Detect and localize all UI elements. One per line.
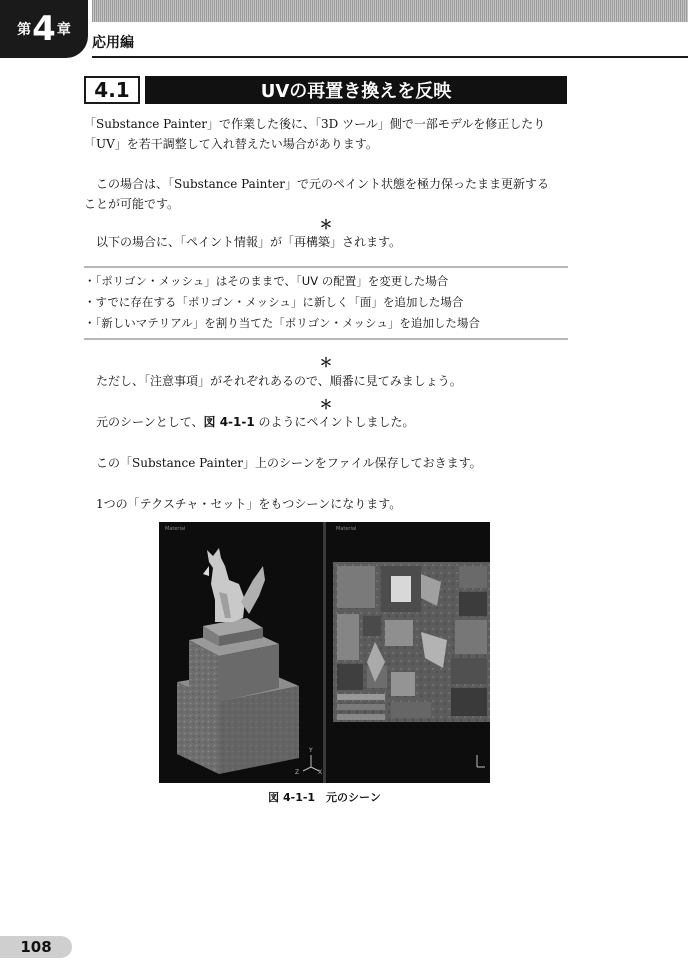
list-item: ・「新しいマテリアル」を割り当てた「ポリゴン・メッシュ」を追加した場合: [84, 316, 480, 330]
paragraph-1: [84, 114, 568, 154]
chapter-prefix: 第: [17, 22, 32, 38]
uv-texture-map: [333, 562, 490, 722]
figure-reference: 図 4-1-1: [203, 415, 255, 429]
paragraph-3: 以下の場合に、「ペイント情報」が「再構築」されます。: [96, 235, 402, 249]
axis-z-label: Z: [295, 769, 300, 776]
paragraph-5: [84, 412, 568, 432]
paragraph-2: [84, 174, 568, 214]
paragraph-5-after: のようにペイントしました。: [254, 415, 415, 429]
paragraph-5-before: 元のシーンとして、: [96, 415, 204, 429]
chapter-number: 4: [32, 9, 56, 49]
paragraph-7: 1つの「テクスチャ・セット」をもつシーンになります。: [96, 497, 402, 511]
header-divider: [92, 56, 688, 58]
page-number: 108: [0, 936, 72, 958]
paragraph-6: この「Substance Painter」上のシーンをファイル保存しておきます。: [96, 456, 482, 470]
paragraph-1-line-2: 「UV」を若干調整して入れ替えたい場合があります。: [84, 137, 378, 151]
paragraph-1-line-1: 「Substance Painter」で作業した後に、「3D ツール」側で一部モデルを修正したり: [84, 117, 546, 131]
figure-caption: 図 4-1-1 元のシーン: [268, 791, 381, 804]
chapter-suffix: 章: [56, 22, 71, 38]
conditions-list: [84, 266, 568, 340]
paragraph-2-line-1: この場合は、「Substance Painter」で元のペイント状態を極力保ったまま更新する: [96, 177, 550, 191]
chapter-tab: [0, 0, 88, 58]
separator-star: ＊: [319, 356, 333, 371]
viewport-uv-label: Material: [336, 526, 357, 532]
section-title: UVの再置き換えを反映: [145, 76, 567, 104]
list-item: ・「ポリゴン・メッシュ」はそのままで、「UV の配置」を変更した場合: [84, 274, 449, 288]
viewport-3d-label: Material: [165, 526, 186, 532]
separator-star: ＊: [319, 218, 333, 233]
paragraph-4: ただし、「注意事項」がそれぞれあるので、順番に見てみましょう。: [96, 374, 462, 388]
figure-image: [159, 522, 490, 783]
paragraph-2-line-2: ことが可能です。: [84, 197, 180, 211]
separator-star: ＊: [319, 398, 333, 413]
axis-x-label: X: [318, 769, 323, 776]
list-item: ・すでに存在する「ポリゴン・メッシュ」に新しく「面」を追加した場合: [84, 295, 464, 309]
chapter-title: 応用編: [92, 35, 134, 51]
section-number: 4.1: [84, 76, 140, 104]
axis-y-label: Y: [309, 747, 313, 754]
header-band: [92, 0, 688, 22]
